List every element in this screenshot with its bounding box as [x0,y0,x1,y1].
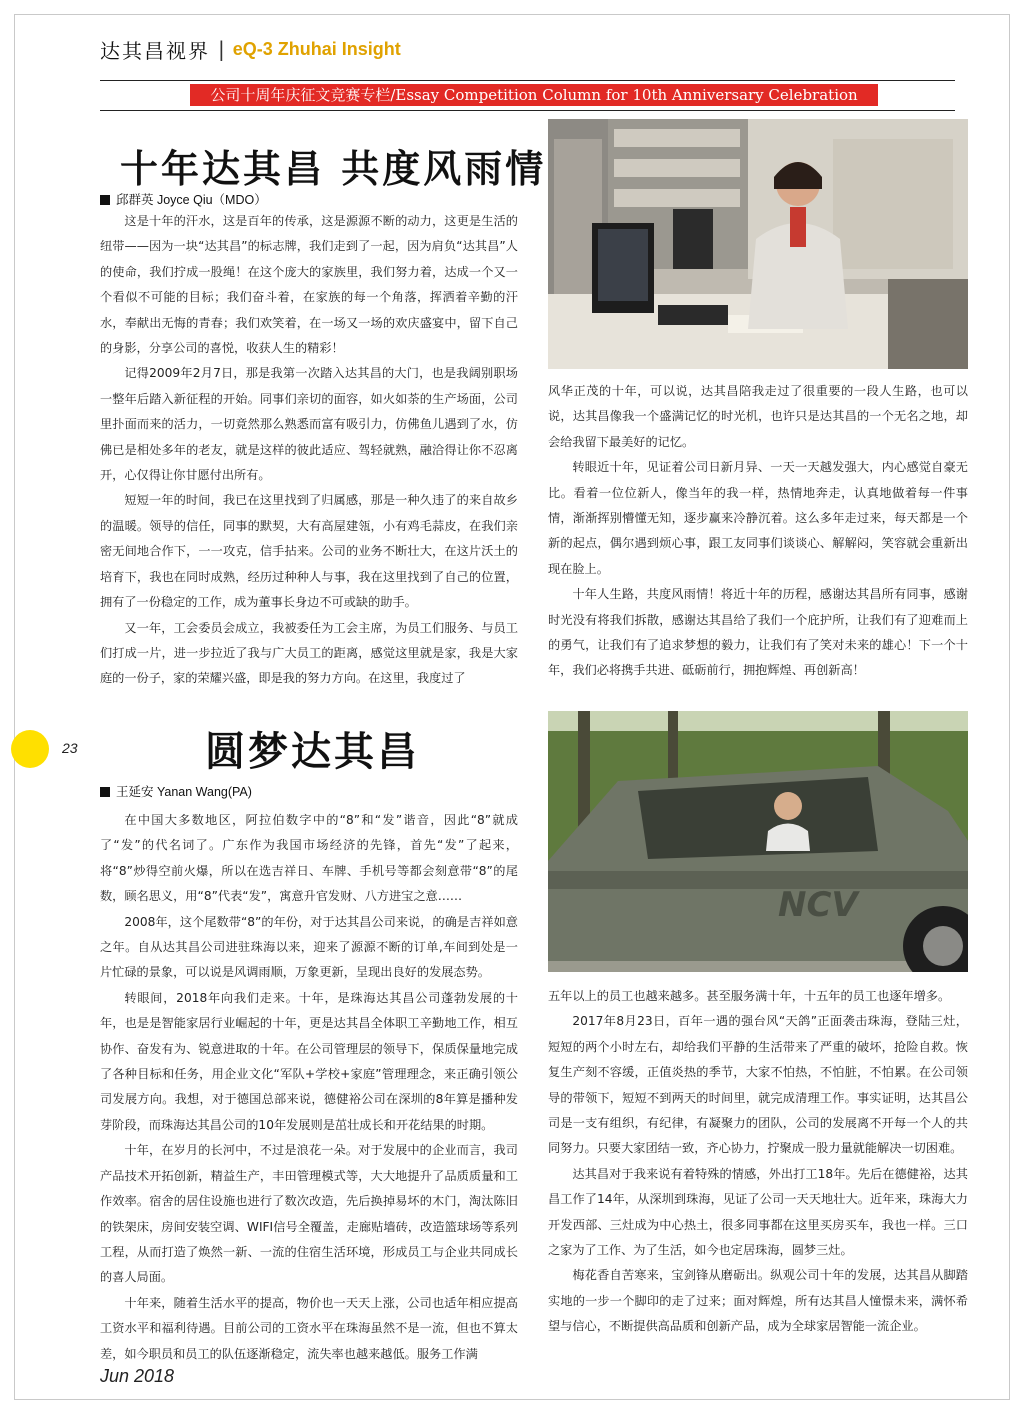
article2-byline [100,782,252,800]
article2-car-photo [548,711,968,972]
article1-paragraph: 这是十年的汗水，这是百年的传承，这是源源不断的动力，这更是生活的纽带——因为一块“达其昌”的标志牌，我们走到了一起，因为肩负“达其昌”人的使命，我们拧成一股绳！在这个庞大的家族里，我们努力着，达成一个又一个看似不可能的目标；我们奋斗着，在家族的每一个角落，挥洒着辛勤的汗水，奉献出无悔的青春；我们欢笑着，在一场又一场的欢庆盛宴中，留下自己的身影，分享公司的喜悦，收获人生的精彩！ [100,214,518,356]
magazine-title-en: eQ-3 Zhuhai Insight [232,38,401,59]
office-photo-illustration [548,119,968,369]
issue-date: Jun 2018 [100,1366,175,1386]
article1-paragraph: 风华正茂的十年，可以说，达其昌陪我走过了很重要的一段人生路，也可以说，达其昌像我一个盛满记忆的时光机，也许只是达其昌的一个无名之地，却会给我留下最美好的记忆。 [548,384,968,449]
article1-paragraph: 短短一年的时间，我已在这里找到了归属感，那是一种久违了的来自故乡的温暖。领导的信任，同事的默契，大有高屋建瓴，小有鸡毛蒜皮，在我们亲密无间地合作下，一一攻克，信手拈来。公司的业务不断壮大，在这片沃土的培育下，我也在同时成熟，经历过种种人与事，我在这里找到了自己的位置，拥有了一份稳定的工作，成为董事长身边不可或缺的助手。 [100,493,518,610]
page-number: 23 [62,740,78,756]
article2-paragraph: 梅花香自苦寒来，宝剑锋从磨砺出。纵观公司十年的发展，达其昌从脚踏实地的一步一个脚印的走了过来；面对辉煌，所有达其昌人憧憬未来，满怀希望与信心，不断提供高品质和创新产品，成为全球家居智能一流企业。 [548,1268,968,1334]
article2-paragraph: 2008年，这个尾数带“8”的年份，对于达其昌公司来说，的确是吉祥如意之年。自从达其昌公司进驻珠海以来，迎来了源源不断的订单,车间到处是一片忙碌的景象，可以说是风调雨顺，万象更新，呈现出良好的发展态势。 [100,914,518,980]
column-banner: 公司十周年庆征文竞赛专栏/Essay Competition Column for 10th Anniversary Celebration [190,84,878,106]
article2-paragraph: 五年以上的员工也越来越多。甚至服务满十年，十五年的员工也逐年增多。 [548,989,951,1003]
article2-paragraph: 转眼间，2018年向我们走来。十年，是珠海达其昌公司蓬勃发展的十年，也是是智能家居行业崛起的十年，更是达其昌全体职工辛勤地工作，相互协作、奋发有为、锐意进取的十年。在公司管理层的领导下，保质保量地完成了各种目标和任务，用企业文化“军队+学校+家庭”管理理念，来正确引领公司发展方向。我想，对于德国总部来说，德健裕公司在深圳的8年算是播种发芽阶段，而珠海达其昌公司的10年发展则是茁壮成长和开花结果的时期。 [100,990,518,1132]
page-number-dot [11,730,49,768]
article1-byline [100,190,267,208]
article1-author: 邱群英 Joyce Qiu（MDO） [116,193,267,207]
article1-paragraph: 记得2009年2月7日，那是我第一次踏入达其昌的大门，也是我阔别职场一整年后踏入新征程的开始。同事们亲切的面容，如火如荼的生产场面，公司里扑面而来的活力，一切竟然那么熟悉而富有吸引力，仿佛鱼儿遇到了水，仿佛已是相处多年的老友，就是这样的彼此适应、驾轻就熟，融洽得让你不忍离开，心仅得让你甘愿付出所有。 [100,366,518,483]
byline-square-icon [100,195,110,205]
article2-paragraph: 十年，在岁月的长河中，不过是浪花一朵。对于发展中的企业而言，我司产品技术开拓创新，精益生产，丰田管理模式等，大大地提升了品质质量和工作效率。宿舍的居住设施也进行了数次改造，先后换掉易坏的木门，淘汰陈旧的铁架床，房间安装空调、WIFI信号全覆盖，走廊贴墙砖，改造篮球场等系列工程，从而打造了焕然一新、一流的住宿生活环境，形成员工与企业共同成长的喜人局面。 [100,1143,518,1285]
byline-square-icon [100,787,110,797]
article1-title: 十年达其昌 共度风雨情 [120,146,547,191]
header-separator: | [218,37,225,61]
article1-left-column [100,209,518,692]
article2-paragraph: 十年来，随着生活水平的提高，物价也一天天上涨，公司也适年相应提高工资水平和福利待遇。目前公司的工资水平在珠海虽然不是一流，但也不算太差，如今职员和员工的队伍逐渐稳定，流失率也越来越低。服务工作满 [100,1295,518,1361]
article2-right-column [548,984,968,1340]
magazine-header [100,34,401,64]
header-rule-top [100,80,955,81]
article2-paragraph: 达其昌对于我来说有着特殊的情感，外出打工18年。先后在德健裕，达其昌工作了14年，从深圳到珠海，见证了公司一天天地壮大。近年来，珠海大力开发西部、三灶成为中心热土，很多同事都在这里买房买车，我也一样。三口之家为了工作、为了生活，如今也定居珠海，圆梦三灶。 [548,1166,968,1258]
article2-paragraph: 2017年8月23日，百年一遇的强台风“天鸽”正面袭击珠海，登陆三灶，短短的两个小时左右，却给我们平静的生活带来了严重的破坏，抢险自救。恢复生产刻不容缓，正值炎热的季节，大家不怕热，不怕脏，不怕累。在公司领导的带领下，短短不到两天的时间里，就完成清理工作。事实证明，达其昌公司是一支有组织，有纪律，有凝聚力的团队，公司的发展离不开每一个人的共同努力。只要大家团结一致，齐心协力，拧聚成一股力量就能解决一切困难。 [548,1014,968,1156]
car-photo-illustration [548,711,968,972]
article2-title: 圆梦达其昌 [205,728,420,775]
article1-paragraph: 转眼近十年，见证着公司日新月异、一天一天越发强大，内心感觉自豪无比。看着一位位新人，像当年的我一样，热情地奔走，认真地做着每一件事情，渐渐挥别懵懂无知，逐步赢来冷静沉着。这么多年走过来，每天都是一个新的起点，偶尔遇到烦心事，跟工友同事们谈谈心、解解闷，笑容就会重新出现在脸上。 [548,460,968,576]
magazine-title-cn: 达其昌视界 [100,38,210,63]
article2-left-column [100,808,518,1367]
article2-author: 王延安 Yanan Wang(PA) [116,785,252,799]
article2-paragraph: 在中国大多数地区，阿拉伯数字中的“8”和“发”谐音，因此“8”就成了“发”的代名词了。广东作为我国市场经济的先锋，首先“发”了起来，将“8”炒得空前火爆，所以在选吉祥日、车牌、手机号等都会刻意带“8”的尾数，顾名思义，用“8”代表“发”，寓意升官发财、八方进宝之意…… [100,813,518,904]
article1-paragraph: 十年人生路，共度风雨情！将近十年的历程，感谢达其昌所有同事，感谢时光没有将我们拆散，感谢达其昌给了我们一个庇护所，让我们有了迎难而上的勇气，让我们有了追求梦想的毅力，让我们有了笑对未来的雄心！下一个十年，我们必将携手共进、砥砺前行，拥抱辉煌、再创新高！ [548,587,968,678]
article1-office-photo [548,119,968,369]
header-rule-bottom [100,110,955,111]
article1-right-column [548,379,968,684]
article1-paragraph: 又一年，工会委员会成立，我被委任为工会主席，为员工们服务、与员工们打成一片，进一步拉近了我与广大员工的距离，感觉这里就是家，我是大家庭的一份子，家的荣耀兴盛，即是我的努力方向。在这里，我度过了 [100,620,518,686]
svg-text:NCV: NCV [778,885,858,925]
